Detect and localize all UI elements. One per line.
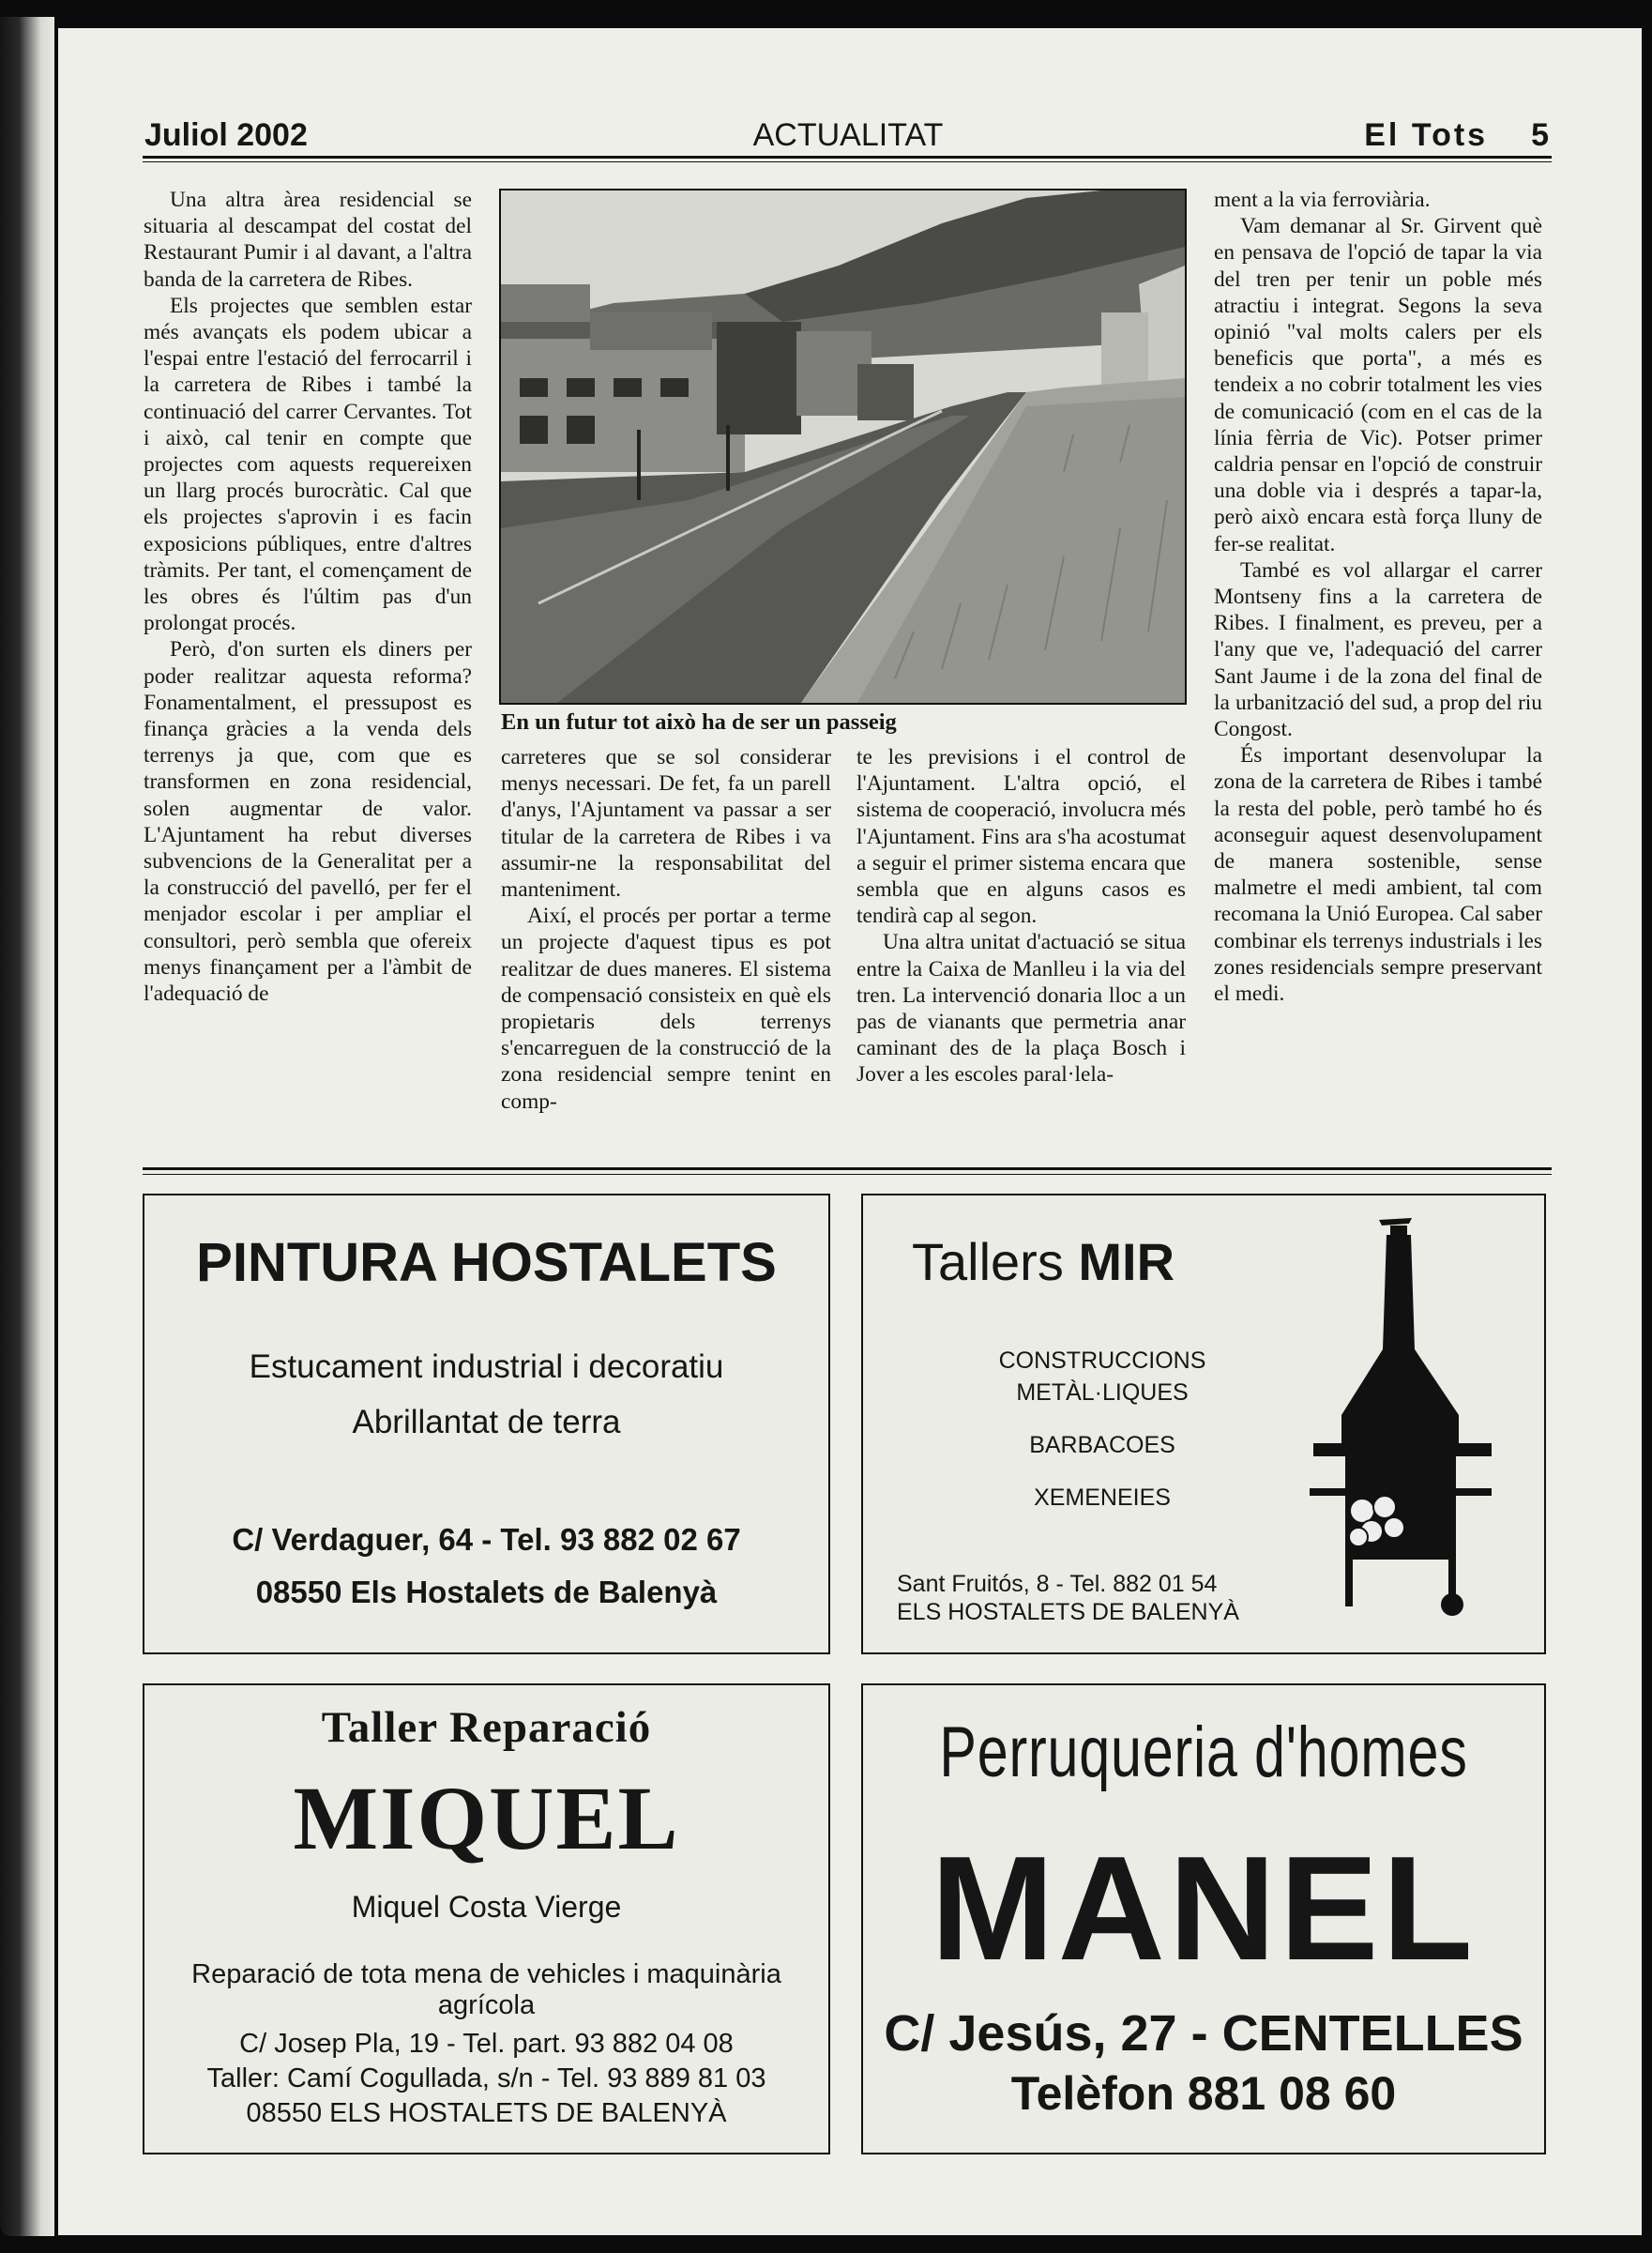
- paragraph: Una altra àrea residencial se situaria al descampat del costat del Restaurant Pumir i al davant, a l'altra banda de la carretera de Ribes.: [144, 188, 472, 292]
- barbecue-illustration: [1304, 1209, 1510, 1621]
- ad-pintura-hostalets: [143, 1194, 830, 1654]
- ad-service-line: Estucament industrial i decoratiu: [249, 1348, 724, 1385]
- paragraph: Els projectes que semblen estar més avançats els podem ubicar a l'espai entre l'estació del ferrocarril i la carretera de Ribes i també la continuació del carrer Cervantes. Tot i això, cal tenir en compte que projectes com aquests requereixen un llarg procés burocràtic. Cal que els projectes s'aprovin i es facin exposicions públiques, entre d'altres tràmits. Per tant, el començament de les obres és l'últim pas d'un prolongat procés.: [144, 293, 472, 636]
- ads-divider-rule: [143, 1167, 1552, 1170]
- ad-address: C/ Josep Pla, 19 - Tel. part. 93 882 04 08: [239, 2029, 734, 2059]
- ad-town: 08550 Els Hostalets de Balenyà: [255, 1575, 718, 1609]
- issue-date: Juliol 2002: [144, 117, 308, 153]
- ad-title-bold: MIR: [1078, 1232, 1175, 1291]
- photo-caption: En un futur tot això ha de ser un passeig: [501, 709, 897, 735]
- ad-title: Perruqueria d'homes: [939, 1713, 1468, 1792]
- ad-service-line: Reparació de tota mena de vehicles i maquinària agrícola: [191, 1959, 781, 2020]
- ad-phone: Telèfon 881 08 60: [1010, 2067, 1397, 2120]
- ad-service-item: XEMENEIES: [1034, 1484, 1171, 1511]
- header-rule-thin: [143, 161, 1552, 162]
- ad-taller-miquel: [143, 1683, 830, 2154]
- ad-address: C/ Jesús, 27 - CENTELLES: [884, 2005, 1523, 2062]
- header-rule: [143, 156, 1552, 159]
- paragraph: Una altra unitat d'actuació se situa entre la Caixa de Manlleu i la via del tren. La intervenció donaria lloc a un pas de vianants que permetria anar caminant des de la plaça Bosch i Jover a les escoles paral·lela-: [856, 930, 1186, 1088]
- article-photo: [499, 189, 1187, 705]
- paragraph: També es vol allargar el carrer Montseny fins a la carretera de Ribes. I finalment, es preveu, per a l'any que ve, l'adequació del carrer Sant Jaume i de la zona del final de la urbanització del sud, a prop del riu Congost.: [1214, 557, 1542, 742]
- article-column-1: [144, 187, 472, 1007]
- paragraph: És important desenvolupar la zona de la carretera de Ribes i també la resta del poble, però també ho és aconseguir aquest desenvolupament de manera sostenible, sense malmetre el medi ambient, tal com recomana la Unió Europea. Cal saber combinar els terrenys industrials i les zones residencials sempre preservant el medi.: [1214, 743, 1542, 1007]
- ad-service-line: Abrillantat de terra: [352, 1404, 621, 1440]
- paragraph: Així, el procés per portar a terme un projecte d'aquest tipus es pot realitzar de dues maneres. El sistema de compensació consisteix en què els propietaris dels terrenys s'encarreguen de la construcció de la zona residencial sempre tenint en comp-: [501, 904, 831, 1114]
- ad-address: C/ Verdaguer, 64 - Tel. 93 882 02 67: [232, 1522, 741, 1557]
- ad-title: Taller Reparació: [321, 1703, 652, 1752]
- ad-town: ELS HOSTALETS DE BALENYÀ: [897, 1599, 1239, 1625]
- page-number: 5: [1531, 117, 1552, 153]
- ad-title-light: Tallers: [912, 1232, 1064, 1291]
- ad-service-item: BARBACOES: [1029, 1432, 1175, 1458]
- ad-tallers-mir: [861, 1194, 1546, 1654]
- article-column-2: [501, 744, 831, 1115]
- ad-title: [912, 1231, 1175, 1292]
- ad-perruqueria-manel: [861, 1683, 1546, 2154]
- page-header: [144, 105, 1552, 154]
- book-spine: [0, 17, 54, 2236]
- ad-town: 08550 ELS HOSTALETS DE BALENYÀ: [246, 2098, 727, 2128]
- ad-owner: Miquel Costa Vierge: [351, 1890, 622, 1924]
- paragraph: carreteres que se sol considerar menys necessari. De fet, fa un parell d'anys, l'Ajuntament va passar a ser titular de la carretera de Ribes i va assumir-ne la responsabilitat del manteniment.: [501, 745, 831, 903]
- ad-service-item: METÀL·LIQUES: [1016, 1379, 1189, 1406]
- paragraph: Però, d'on surten els diners per poder realitzar aquesta reforma? Fonamentalment, el pressupost es finança gràcies a la venda dels terrenys ja que, com que es transformen en zona residencial, solen augmentar de valor. L'Ajuntament ha rebut diverses subvencions de la Generalitat per a la construcció del pavelló, per fer el menjador escolar i per ampliar el consultori, però sembla que ofereix menys finançament per a l'àmbit de l'adequació de: [144, 637, 472, 1007]
- ad-title: PINTURA HOSTALETS: [196, 1232, 777, 1293]
- section-title: ACTUALITAT: [752, 117, 944, 153]
- paragraph: te les previsions i el control de l'Ajuntament. L'altra opció, el sistema de cooperació, involucra més l'Ajuntament. Fins ara s'ha acostumat a seguir el primer sistema encara que sembla que en alguns casos es tendirà cap al segon.: [856, 745, 1186, 929]
- paragraph: ment a la via ferroviària.: [1214, 188, 1431, 212]
- article-column-3: [856, 744, 1186, 1088]
- publication-name: El Tots: [1364, 117, 1489, 153]
- article-column-4: [1214, 187, 1542, 1007]
- ad-address: Taller: Camí Cogullada, s/n - Tel. 93 889 81 03: [206, 2063, 766, 2093]
- ad-service-item: CONSTRUCCIONS: [998, 1347, 1206, 1374]
- road-photo-image: [501, 190, 1185, 703]
- ad-address: Sant Fruitós, 8 - Tel. 882 01 54: [897, 1571, 1218, 1597]
- paragraph: Vam demanar al Sr. Girvent què en pensava de l'opció de tapar la via del tren per tenir un poble més atractiu i integrat. Segons la seva opinió "val molts calers per els beneficis que porta", a més es tendeix a no cobrir totalment les vies de comunicació (com en el cas de la línia fèrria de Vic). Potser primer caldria pensar en l'opció de construir una doble via i després a tapar-la, però això encara està força lluny de fer-se realitat.: [1214, 214, 1542, 556]
- ad-brand-name: MIQUEL: [293, 1768, 680, 1868]
- publication-masthead: [1364, 117, 1552, 154]
- ad-brand-name: MANEL: [931, 1826, 1477, 1991]
- ads-divider-rule-thin: [143, 1174, 1552, 1175]
